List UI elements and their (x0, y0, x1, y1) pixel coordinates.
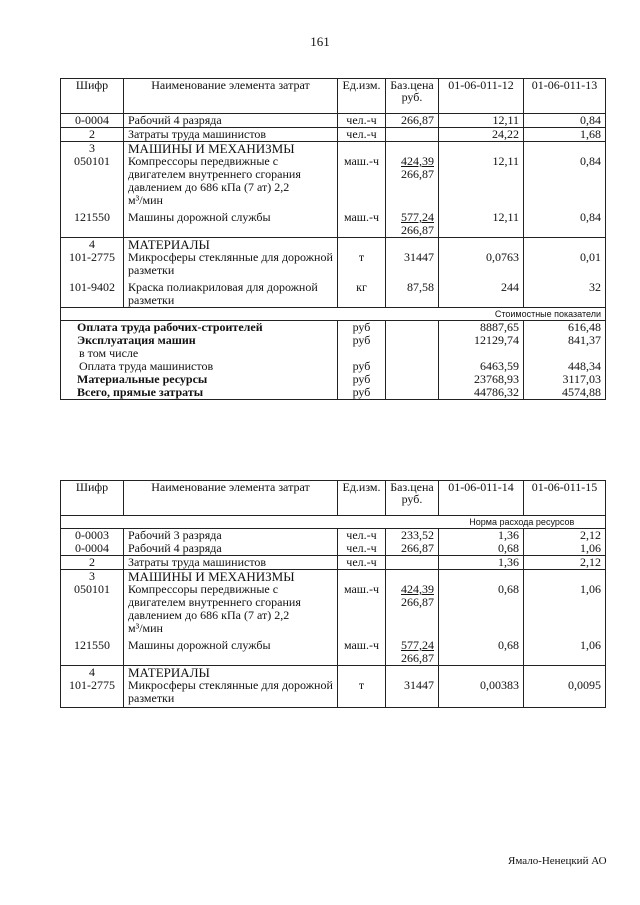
row-code: 101-2775 (61, 251, 124, 277)
total-value-b: 3117,03 (524, 373, 606, 386)
cost-table-1 (60, 78, 606, 400)
header-unit: Ед.изм. (338, 79, 386, 114)
total-value-a: 44786,32 (439, 386, 524, 400)
total-value-b: 448,34 (524, 360, 606, 373)
total-value-a: 12129,74 (439, 334, 524, 347)
row-value-b: 32 (524, 277, 606, 308)
row-price: 577,24 266,87 (386, 635, 439, 666)
table-row (61, 583, 606, 635)
total-name: Всего, прямые затраты (61, 386, 338, 400)
row-code: 2 (61, 556, 124, 570)
table-row (61, 635, 606, 666)
row-value-a: 24,22 (439, 128, 524, 142)
row-unit: чел.-ч (338, 128, 386, 142)
total-name: Эксплуатация машин (61, 334, 338, 347)
row-name: Рабочий 4 разряда (124, 114, 338, 128)
total-value-a: 23768,93 (439, 373, 524, 386)
row-name: Машины дорожной службы (124, 635, 338, 666)
row-value-a: 1,36 (439, 556, 524, 570)
header-col-a: 01-06-011-14 (439, 481, 524, 516)
row-value-b: 0,0095 (524, 679, 606, 708)
row-unit: т (338, 679, 386, 708)
section-row (61, 142, 606, 156)
row-name: Компрессоры передвижные с двигателем внутреннего сгорания давлением до 686 кПа (7 ат) 2,2 м³/мин (124, 583, 338, 635)
totals-row (61, 321, 606, 335)
total-unit: руб (338, 334, 386, 347)
row-price: 31447 (386, 679, 439, 708)
row-unit: чел.-ч (338, 529, 386, 543)
header-unit: Ед.изм. (338, 481, 386, 516)
row-unit: чел.-ч (338, 556, 386, 570)
row-unit: чел.-ч (338, 114, 386, 128)
section-title: МАШИНЫ И МЕХАНИЗМЫ (124, 570, 338, 584)
row-price: 266,87 (386, 114, 439, 128)
row-code: 121550 (61, 635, 124, 666)
row-value-a: 12,11 (439, 155, 524, 207)
row-value-a: 0,68 (439, 583, 524, 635)
totals-row (61, 386, 606, 400)
row-code: 0-0004 (61, 114, 124, 128)
row-price: 577,24 266,87 (386, 207, 439, 238)
table-header (61, 481, 606, 516)
row-unit: маш.-ч (338, 583, 386, 635)
caption-row (61, 308, 606, 321)
caption-row (61, 516, 606, 529)
row-name: Краска полиакриловая для дорожной разметки (124, 277, 338, 308)
row-value-a: 12,11 (439, 114, 524, 128)
row-unit: т (338, 251, 386, 277)
row-name: Машины дорожной службы (124, 207, 338, 238)
row-value-b: 2,12 (524, 556, 606, 570)
total-value-b: 4574,88 (524, 386, 606, 400)
total-value-b: 616,48 (524, 321, 606, 335)
row-value-b: 0,01 (524, 251, 606, 277)
table-row (61, 155, 606, 207)
cost-indicators-caption: Стоимостные показатели (61, 308, 606, 321)
row-price: 424,39 266,87 (386, 583, 439, 635)
row-price (386, 128, 439, 142)
total-unit: руб (338, 373, 386, 386)
table-row (61, 542, 606, 556)
row-price: 31447 (386, 251, 439, 277)
total-unit: руб (338, 386, 386, 400)
total-value-a: 8887,65 (439, 321, 524, 335)
row-value-a: 0,68 (439, 635, 524, 666)
row-name: Затраты труда машинистов (124, 128, 338, 142)
table-row (61, 128, 606, 142)
row-price (386, 556, 439, 570)
row-unit: чел.-ч (338, 542, 386, 556)
header-name: Наименование элемента затрат (124, 79, 338, 114)
header-price: Баз.цена руб. (386, 79, 439, 114)
row-code: 101-2775 (61, 679, 124, 708)
section-code: 4 (61, 238, 124, 252)
totals-row (61, 334, 606, 347)
header-col-b: 01-06-011-15 (524, 481, 606, 516)
row-name: Компрессоры передвижные с двигателем внутреннего сгорания давлением до 686 кПа (7 ат) 2,2 м³/мин (124, 155, 338, 207)
section-code: 3 (61, 142, 124, 156)
row-code: 0-0004 (61, 542, 124, 556)
row-value-b: 1,68 (524, 128, 606, 142)
row-unit: маш.-ч (338, 155, 386, 207)
row-code: 121550 (61, 207, 124, 238)
row-value-b: 1,06 (524, 542, 606, 556)
section-code: 3 (61, 570, 124, 584)
table-row (61, 207, 606, 238)
section-title: МАТЕРИАЛЫ (124, 238, 338, 252)
table-row (61, 251, 606, 277)
row-value-a: 0,68 (439, 542, 524, 556)
row-unit: маш.-ч (338, 635, 386, 666)
row-code: 2 (61, 128, 124, 142)
table-row (61, 114, 606, 128)
row-value-a: 0,0763 (439, 251, 524, 277)
row-value-b: 0,84 (524, 207, 606, 238)
total-name: Оплата труда рабочих-строителей (61, 321, 338, 335)
section-code: 4 (61, 666, 124, 680)
row-value-b: 1,06 (524, 635, 606, 666)
table-row (61, 556, 606, 570)
row-code: 0-0003 (61, 529, 124, 543)
total-value-a: 6463,59 (439, 360, 524, 373)
header-price: Баз.цена руб. (386, 481, 439, 516)
row-name: Рабочий 3 разряда (124, 529, 338, 543)
total-name: в том числе (61, 347, 338, 360)
section-row (61, 238, 606, 252)
row-name: Затраты труда машинистов (124, 556, 338, 570)
row-unit: кг (338, 277, 386, 308)
row-code: 050101 (61, 155, 124, 207)
section-row (61, 570, 606, 584)
table-row (61, 277, 606, 308)
header-col-a: 01-06-011-12 (439, 79, 524, 114)
row-code: 050101 (61, 583, 124, 635)
row-value-b: 1,06 (524, 583, 606, 635)
table-row (61, 529, 606, 543)
row-unit: маш.-ч (338, 207, 386, 238)
row-value-b: 0,84 (524, 155, 606, 207)
cost-table-2 (60, 480, 606, 708)
row-price: 424,39 266,87 (386, 155, 439, 207)
header-code: Шифр (61, 481, 124, 516)
row-price: 233,52 (386, 529, 439, 543)
section-title: МАШИНЫ И МЕХАНИЗМЫ (124, 142, 338, 156)
section-row (61, 666, 606, 680)
row-code: 101-9402 (61, 277, 124, 308)
table-header (61, 79, 606, 114)
row-value-a: 1,36 (439, 529, 524, 543)
row-value-b: 2,12 (524, 529, 606, 543)
total-unit: руб (338, 321, 386, 335)
region-footer: Ямало-Ненецкий АО (508, 855, 607, 867)
header-col-b: 01-06-011-13 (524, 79, 606, 114)
header-code: Шифр (61, 79, 124, 114)
row-name: Микросферы стеклянные для дорожной разметки (124, 251, 338, 277)
header-name: Наименование элемента затрат (124, 481, 338, 516)
page-number: 161 (310, 34, 330, 49)
resource-norm-caption: Норма расхода ресурсов (439, 516, 606, 529)
row-value-a: 244 (439, 277, 524, 308)
total-value-b: 841,37 (524, 334, 606, 347)
total-name: Оплата труда машинистов (61, 360, 338, 373)
row-price: 266,87 (386, 542, 439, 556)
table-row (61, 679, 606, 708)
total-name: Материальные ресурсы (61, 373, 338, 386)
row-name: Рабочий 4 разряда (124, 542, 338, 556)
row-name: Микросферы стеклянные для дорожной разметки (124, 679, 338, 708)
row-value-a: 0,00383 (439, 679, 524, 708)
row-value-b: 0,84 (524, 114, 606, 128)
row-price: 87,58 (386, 277, 439, 308)
total-unit: руб (338, 360, 386, 373)
row-value-a: 12,11 (439, 207, 524, 238)
section-title: МАТЕРИАЛЫ (124, 666, 338, 680)
